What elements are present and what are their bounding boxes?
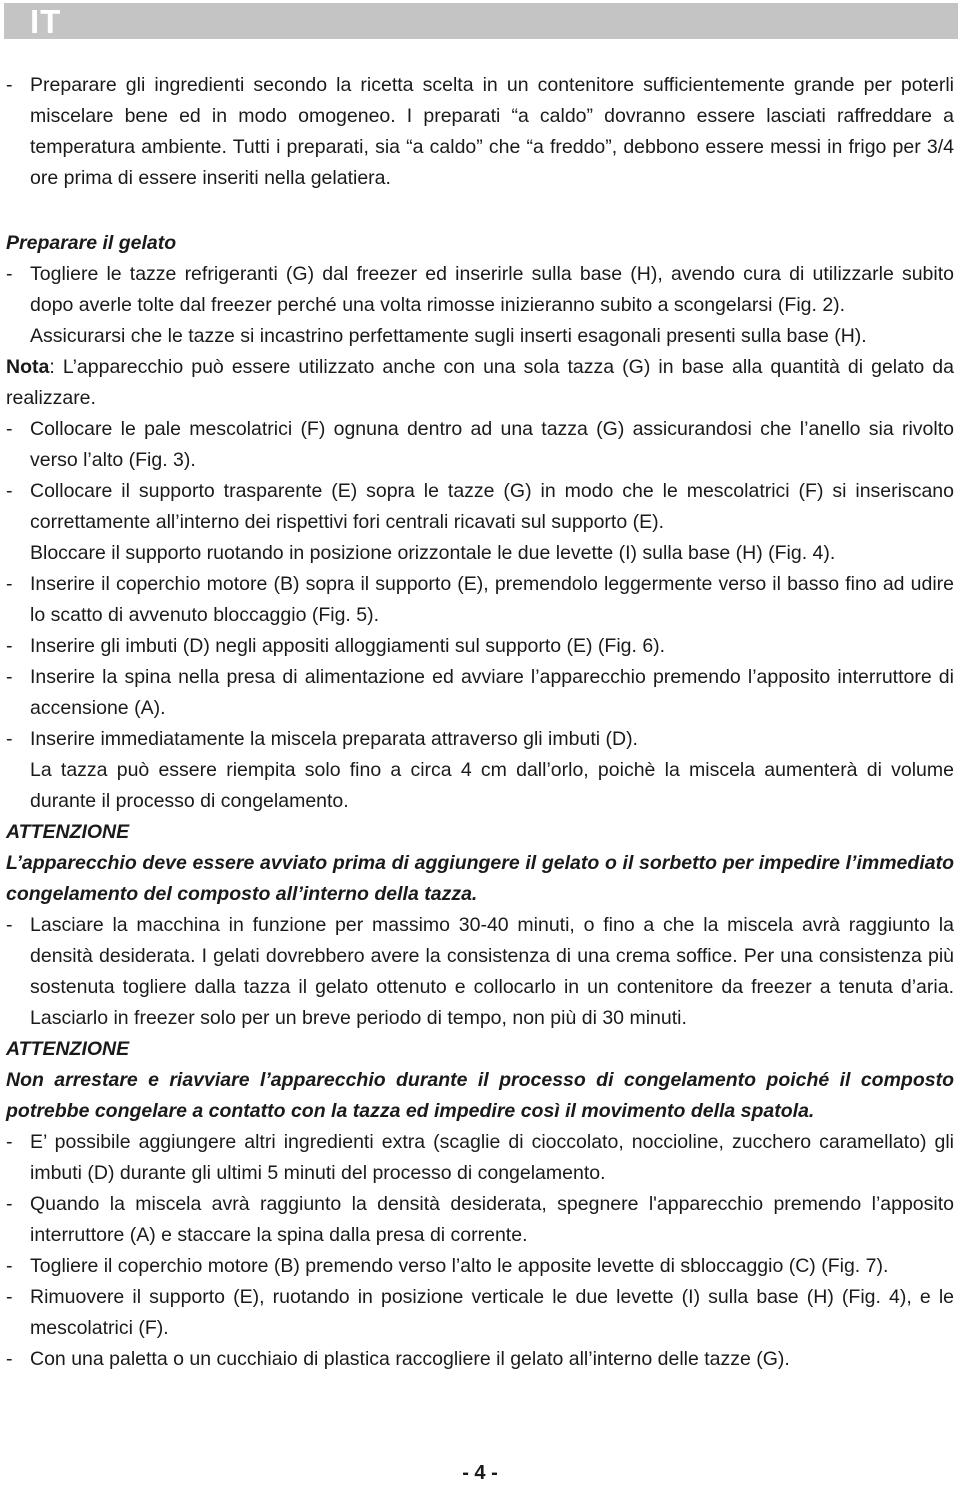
intro-list-item bbox=[6, 70, 954, 194]
attention-text: Non arrestare e riavviare l’apparecchio durante il processo di congelamento poiché il composto potrebbe congelare a contatto con la tazza ed impedire così il movimento della spatola. bbox=[6, 1069, 954, 1122]
list-item bbox=[6, 1251, 954, 1282]
list-item-continuation: Assicurarsi che le tazze si incastrino perfettamente sugli inserti esagonali presenti sulla base (H). bbox=[30, 325, 867, 347]
note-paragraph bbox=[6, 352, 954, 414]
attention-text: L’apparecchio deve essere avviato prima di aggiungere il gelato o il sorbetto per impedire l’immediato congelamento del composto all’interno della tazza. bbox=[6, 852, 954, 905]
bullet-dash: - bbox=[6, 728, 13, 750]
list-item-text: Inserire il coperchio motore (B) sopra il supporto (E), premendolo leggermente verso il basso fino ad udire lo scatto di avvenuto bloccaggio (Fig. 5). bbox=[30, 573, 954, 626]
list-item bbox=[6, 631, 954, 662]
language-header-bar bbox=[4, 3, 958, 39]
note-label: Nota bbox=[6, 356, 50, 378]
list-item bbox=[6, 910, 954, 1034]
bullet-dash: - bbox=[6, 480, 13, 502]
page-number: - 4 - bbox=[462, 1462, 498, 1484]
list-item bbox=[6, 569, 954, 631]
language-code: IT bbox=[30, 3, 62, 40]
list-item-text: Con una paletta o un cucchiaio di plastica raccogliere il gelato all’interno delle tazze (G). bbox=[30, 1348, 790, 1370]
list-item-text: Inserire immediatamente la miscela preparata attraverso gli imbuti (D). bbox=[30, 728, 638, 750]
bullet-dash: - bbox=[6, 573, 13, 595]
list-item-text: Lasciare la macchina in funzione per massimo 30-40 minuti, o fino a che la miscela avrà raggiunto la densità desiderata. I gelati dovrebbero avere la consistenza di una crema soffice. Per una consistenza più sostenuta togliere dalla tazza il gelato ottenuto e collocarlo in un contenitore da freezer a tenuta d’aria. Lasciarlo in freezer solo per un breve periodo di tempo, non più di 30 minuti. bbox=[30, 914, 954, 1029]
list-item bbox=[6, 1282, 954, 1344]
intro-text: Preparare gli ingredienti secondo la ricetta scelta in un contenitore sufficientemente grande per poterli miscelare bene ed in modo omogeneo. I preparati “a caldo” dovranno essere lasciati raffreddare a temperatura ambiente. Tutti i preparati, sia “a caldo” che “a freddo”, debbono essere messi in frigo per 3/4 ore prima di essere inseriti nella gelatiera. bbox=[30, 74, 954, 189]
section-title: Preparare il gelato bbox=[6, 232, 177, 254]
bullet-dash: - bbox=[6, 1193, 13, 1215]
bullet-dash: - bbox=[6, 74, 13, 96]
bullet-dash: - bbox=[6, 1131, 13, 1153]
manual-content bbox=[6, 70, 954, 1375]
list-item bbox=[6, 1127, 954, 1189]
spacer bbox=[6, 194, 954, 228]
list-item-text: Collocare il supporto trasparente (E) sopra le tazze (G) in modo che le mescolatrici (F) si inseriscano correttamente all’interno dei rispettivi fori centrali ricavati sul supporto (E). bbox=[30, 480, 954, 533]
list-item bbox=[6, 414, 954, 476]
list-item bbox=[6, 259, 954, 321]
list-item-text: Inserire la spina nella presa di alimentazione ed avviare l’apparecchio premendo l’apposito interruttore di accensione (A). bbox=[30, 666, 954, 719]
bullet-dash: - bbox=[6, 1255, 13, 1277]
bullet-dash: - bbox=[6, 263, 13, 285]
list-item-text: Inserire gli imbuti (D) negli appositi alloggiamenti sul supporto (E) (Fig. 6). bbox=[30, 635, 666, 657]
bullet-dash: - bbox=[6, 1348, 13, 1370]
attention-title: ATTENZIONE bbox=[6, 821, 130, 843]
bullet-dash: - bbox=[6, 666, 13, 688]
list-item-text: Collocare le pale mescolatrici (F) ognuna dentro ad una tazza (G) assicurandosi che l’anello sia rivolto verso l’alto (Fig. 3). bbox=[30, 418, 954, 471]
list-item-continuation: Bloccare il supporto ruotando in posizione orizzontale le due levette (I) sulla base (H) (Fig. 4). bbox=[30, 542, 836, 564]
note-text: : L’apparecchio può essere utilizzato anche con una sola tazza (G) in base alla quantità di gelato da realizzare. bbox=[6, 356, 954, 409]
bullet-dash: - bbox=[6, 914, 13, 936]
list-item-text: Quando la miscela avrà raggiunto la densità desiderata, spegnere l'apparecchio premendo l’apposito interruttore (A) e staccare la spina dalla presa di corrente. bbox=[30, 1193, 954, 1246]
list-item bbox=[6, 1189, 954, 1251]
list-item-text: Togliere il coperchio motore (B) premendo verso l’alto le apposite levette di sbloccaggio (C) (Fig. 7). bbox=[30, 1255, 889, 1277]
attention-title: ATTENZIONE bbox=[6, 1038, 130, 1060]
list-item-text: E’ possibile aggiungere altri ingredienti extra (scaglie di cioccolato, noccioline, zucchero caramellato) gli imbuti (D) durante gli ultimi 5 minuti del processo di congelamento. bbox=[30, 1131, 954, 1184]
list-item bbox=[6, 1344, 954, 1375]
list-item bbox=[6, 662, 954, 724]
list-item-continuation: La tazza può essere riempita solo fino a circa 4 cm dall’orlo, poichè la miscela aumenterà di volume durante il processo di congelamento. bbox=[30, 759, 954, 812]
list-item bbox=[6, 476, 954, 538]
bullet-dash: - bbox=[6, 635, 13, 657]
bullet-dash: - bbox=[6, 418, 13, 440]
bullet-dash: - bbox=[6, 1286, 13, 1308]
list-item-text: Rimuovere il supporto (E), ruotando in posizione verticale le due levette (I) sulla base (H) (Fig. 4), e le mescolatrici (F). bbox=[30, 1286, 954, 1339]
list-item bbox=[6, 724, 954, 755]
list-item-text: Togliere le tazze refrigeranti (G) dal freezer ed inserirle sulla base (H), avendo cura di utilizzarle subito dopo averle tolte dal freezer perché una volta rimosse inizieranno subito a scongelarsi (Fig. 2). bbox=[30, 263, 954, 316]
